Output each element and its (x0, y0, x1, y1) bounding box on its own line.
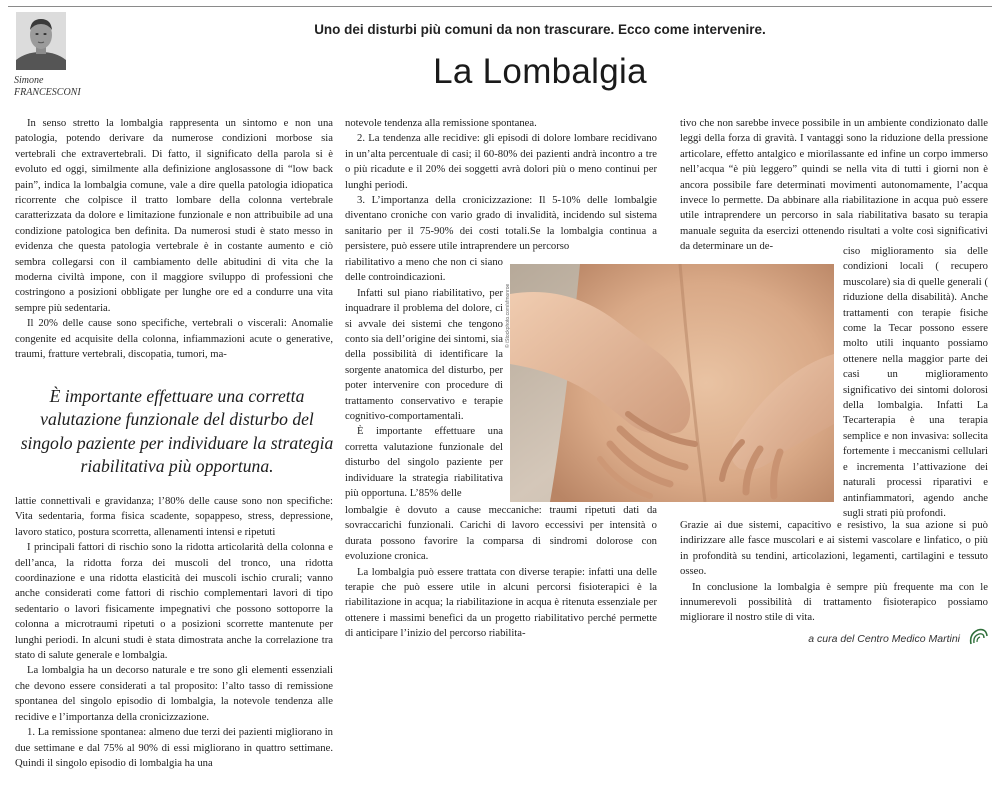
paragraph: notevole tendenza alla remissione spontanea. (345, 118, 537, 129)
pull-quote: È importante effettuare una corretta valutazione funzionale del disturbo del singolo paziente per individuare la strategia riabilitativa più opportuna. (20, 386, 334, 476)
paragraph: 2. La tendenza alle recidive: gli episodi di dolore lombare recidivano in un’alta percentuale di casi; il 60-80% dei pazienti andrà incontro a tre o più ricadute e il 20% dei soggetti avrà dolori più o meno continui per lunghi periodi. (345, 133, 657, 191)
paragraph: 3. L’importanza della cronicizzazione: Il 5-10% delle lombalgie diventano croniche con vario grado di invalidità, incidendo sul sistema sanitario per il 75-90% dei costi totali.Se la lombalgia continua a persistere, può essere utile intraprendere un percorso (345, 195, 657, 253)
author-name (14, 75, 81, 99)
paragraph: riabilitativo a meno che non ci siano delle controindicazioni. (345, 257, 503, 284)
kicker: Uno dei disturbi più comuni da non trascurare. Ecco come intervenire. (314, 22, 766, 37)
author-last-name: FRANCESCONI (14, 87, 81, 98)
paragraph: È importante effettuare una corretta valutazione funzionale del disturbo del singolo paziente per individuare la strategia riabilitativa più opportuna. L’85% delle (345, 426, 503, 500)
paragraph: ciso miglioramento sia delle condizioni locali ( recupero muscolare) sia di quelle generali ( riduzione della disabilità). Anche trattamenti con terapie fisiche come la Tecar possono essere molto utili inquanto possiamo ottenere nella maggior parte dei casi un miglioramento significativo dei sintomi dolorosi della lombalgia. Infatti La Tecarterapia è una terapia semplice e non invasiva: sollecita fortemente i meccanismi cellulari e incrementa l’attivazione dei naturali processi riparativi e antinfiammatori, agendo anche sugli strati più profondi. (843, 246, 988, 519)
photo-credit-text: © iStockphoto.com/sfmonroe (505, 283, 511, 348)
column-2-narrow (345, 255, 503, 502)
paragraph: Grazie ai due sistemi, capacitivo e resistivo, la sua azione si può indirizzare alle fasce muscolari e ai sistemi vascolare e linfatico, o più in profondità su tendini, articolazioni, legamenti, cartilagini e tessuto osseo. (680, 520, 988, 578)
column-2-top (345, 116, 657, 255)
paragraph: Infatti sul piano riabilitativo, per inquadrare il problema del dolore, ci si avvale dei sistemi che tengono conto sia dell’origine dei sintomi, sia della possibilità di identificare la sorgente anatomica del disturbo, per poter intervenire con procedure di trattamento conservativo e terapie cognitivo-comportamentali. (345, 287, 503, 423)
paragraph: In senso stretto la lombalgia rappresenta un sintomo e non una patologia, potendo derivare da numerose condizioni morbose sia vertebrali che extravertebrali. Di fatto, il significato della parola si è evoluto ed oggi, similmente alla definizione anglosassone di “low back pain”, indica la lombalgia comune, vale a dire quella patologia idiopatica ricorrente che colpisce il tratto lombare della colonna vertebrale caratterizzata da dolore e limitazione funzionale e non attribuibile ad una condizione patologica ben definita. Da numerosi studi è stato messo in evidenza che questa patologia vertebrale è in costante aumento e ciò sembra collegarsi con il cambiamento delle abitudini di vita che la moderna civiltà impone, con il maggiore sviluppo di professioni che costringono a posizioni obbligate per lunghe ore ed a condurre una vita sempre più sedentaria. (15, 118, 333, 314)
paragraph: lattie connettivali e gravidanza; l’80% delle cause sono non specifiche: Vita sedentaria, forma fisica scadente, sopappeso, stress, depressione, lavoro statico, postura scorretta, allenamenti intensi e ripetuti (15, 496, 333, 538)
back-pain-photo (510, 264, 834, 502)
column-1-top (15, 116, 333, 363)
paragraph: Il 20% delle cause sono specifiche, vertebrali o viscerali: Anomalie congenite ed acquisite della colonna, infiammazioni acute o generative, traumi, fratture vertebrali, discopatia, tumori, ma- (15, 318, 333, 361)
column-1-bottom (15, 494, 333, 771)
column-3-top (680, 116, 988, 255)
column-3-narrow (843, 244, 988, 521)
paragraph: 1. La remissione spontanea: almeno due terzi dei pazienti migliorano in due settimane e dal 75% al 90% di essi migliorano in quattro settimane. Quindi il singolo episodio di lombalgia ha una (15, 727, 333, 769)
header-rule (8, 6, 992, 7)
page-title: La Lombalgia (433, 52, 647, 91)
paragraph: I principali fattori di rischio sono la ridotta articolarità della colonna e dell’anca, la ridotta forza dei muscoli del tronco, una ridotta coordinazione e una ridotta elasticità dei muscoli ischio crurali; vanno anche considerati come fattori di rischio complementari lavori di tipo sedentario o lavori fisicamente impegnativi che possono sottoporre la colonna a microtraumi ripetuti o a posizioni scorrette mantenute per lunghi periodi. In alcuni studi è stata dimostrata anche la correlazione tra stato di salute generale e lombalgia. (15, 542, 333, 662)
photo-credit (481, 270, 521, 350)
author-photo (16, 12, 66, 70)
signature: a cura del Centro Medico Martini (808, 633, 960, 645)
paragraph: La lombalgia ha un decorso naturale e tre sono gli elementi essenziali che devono essere considerati a tal proposito: l’alto tasso di remissione spontanea del singolo episodio di lombalgia, la notevole tendenza alle recidive e l’importanza della cronicizzazione. (15, 665, 333, 723)
paragraph: In conclusione la lombalgia è sempre più frequente ma con le innumerevoli possibilità di trattamento fisioterapico possiamo migliorare il nostro stile di vita. (680, 581, 988, 624)
paragraph: tivo che non sarebbe invece possibile in un ambiente condizionato dalle leggi della forza di gravità. I vantaggi sono la riduzione della pressione articolare, effetto antalgico e miorilassante ed infine un corpo immerso nell’acqua “è più leggero” quindi se nella vita di tutti i giorni non è ancora possibile fare determinati movimenti autonomamente, l’acqua invece lo permette. Da abbinare alla riabilitazione in acqua può essere utile intraprendere un percorso in sala riabilitativa basato su terapia manuale seguita da esercizi ottenendo risultati a volte così significativi da determinare un de- (680, 118, 988, 253)
column-2-bottom (345, 503, 657, 642)
author-first-name: Simone (14, 75, 44, 86)
medical-center-logo-icon (967, 626, 989, 648)
paragraph: lombalgie è dovuto a cause meccaniche: traumi ripetuti dati da sovraccarichi funzionali. Carichi di lavoro eccessivi per intensità o durata possono favorire la comparsa di sindromi dolorose con evoluzione cronica. (345, 505, 657, 563)
paragraph: La lombalgia può essere trattata con diverse terapie: infatti una delle terapie che può essere utile in alcuni percorsi fisioterapici è la riabilitazione in acqua; la riabilitazione in acqua è ritenuta essenziale per ottenere i massimi benefici da un progetto riabilitativo perché permette di anticipare l’inizio del percorso riabilita- (345, 566, 657, 640)
column-3-bottom (680, 518, 988, 626)
